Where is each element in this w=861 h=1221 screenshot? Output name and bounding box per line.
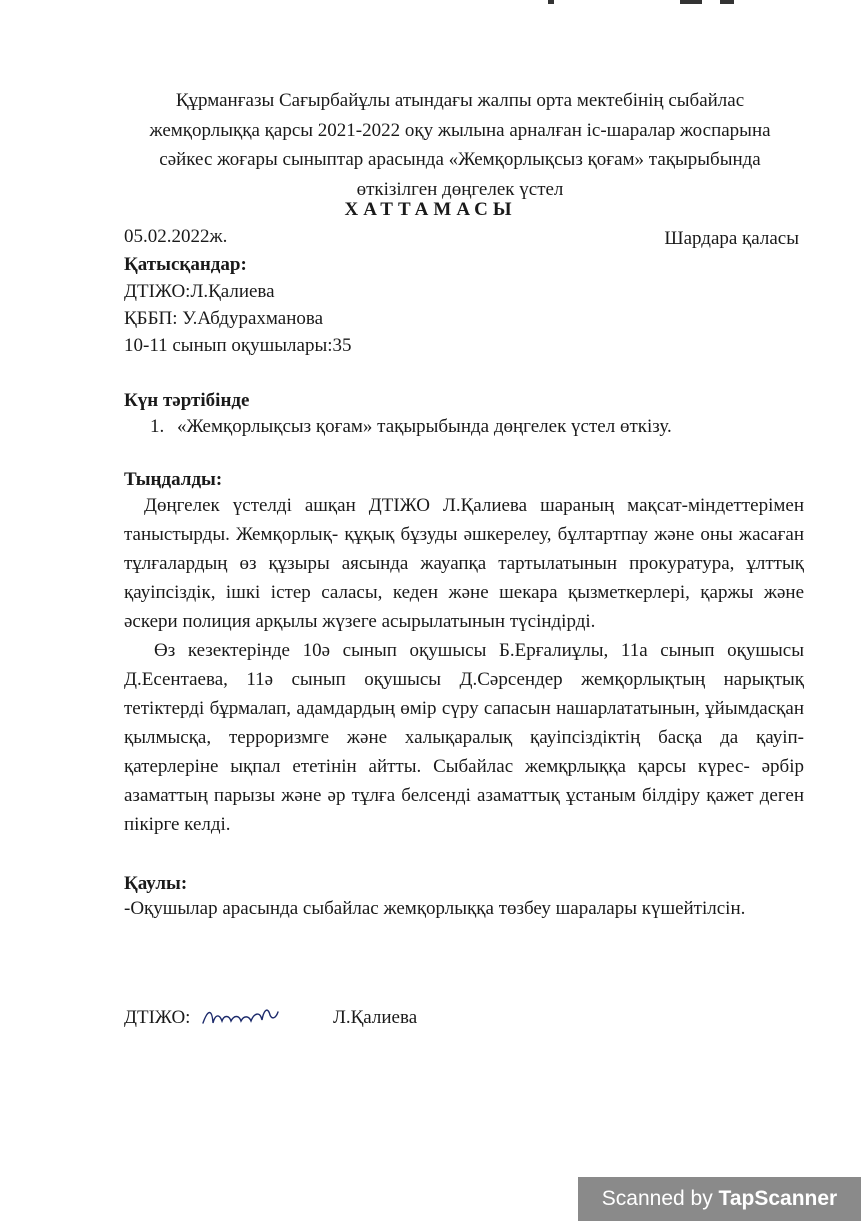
resolution-label: Қаулы: (124, 873, 188, 894)
heard-paragraph: Дөңгелек үстелді ашқан ДТІЖО Л.Қалиева шараның мақсат-міндеттерімен таныстырды. Жемқорлық- құқық бұзуды әшкерелеу, бұлтартпау және оны жасаған тұлғалардың өз құзыры аясында жауапқа тартылатынын прокуратура, ұлттық қауіпсіздік, ішкі істер саласы, кеден және шекара қызметкерлері, қаржы және әскери полиция арқылы жүзеге асырылатынын түсіндірді. (124, 495, 804, 632)
title-line: Құрманғазы Сағырбайұлы атындағы жалпы орта мектебінің сыбайлас (175, 90, 745, 111)
signature-name: Л.Қалиева (333, 1007, 418, 1028)
scanner-watermark (578, 1177, 861, 1221)
participant-item: 10-11 сынып оқушылары:35 (124, 335, 352, 356)
resolution-text: -Оқушылар арасында сыбайлас жемқорлыққа төзбеу шаралары күшейтілсін. (124, 898, 746, 919)
title-line: сәйкес жоғары сыныптар арасында «Жемқорлықсыз қоғам» тақырыбында (159, 149, 761, 170)
participant-item: ДТІЖО:Л.Қалиева (124, 281, 275, 302)
heard-section (124, 491, 804, 839)
signature-role: ДТІЖО: (124, 1007, 191, 1028)
heard-label: Тыңдалды: (124, 469, 223, 490)
watermark-prefix: Scanned by (601, 1187, 713, 1210)
document-place: Шардара қаласы (664, 228, 799, 249)
title-line: жемқорлыққа қарсы 2021-2022 оқу жылына арналған іс-шаралар жоспарына (149, 119, 771, 141)
document-heading: ХАТТАМАСЫ (344, 199, 517, 220)
participants-label: Қатысқандар: (124, 254, 247, 275)
watermark-brand: TapScanner (718, 1187, 838, 1210)
agenda-item-text: «Жемқорлықсыз қоғам» тақырыбында дөңгелек үстел өткізу. (177, 416, 672, 437)
title-line: өткізілген дөңгелек үстел (356, 178, 564, 200)
scan-edge-marks (540, 0, 740, 8)
document-date: 05.02.2022ж. (124, 226, 228, 247)
heard-paragraph: Өз кезектерінде 10ә сынып оқушысы Б.Ерғалиұлы, 11а сынып оқушысы Д.Есентаева, 11ә сынып оқушысы Д.Сәрсендер жемқорлықтың нарықтық тетіктерді бұрмалап, адамдардың өмір сүру сапасын нашарлататынын, ұйымдасқан қылмысқа, терроризмге және халықаралық қауіпсіздіктің басқа да қауіп-қатерлеріне ықпал ететінін айтты. Сыбайлас жемқрлыққа қарсы күрес- әрбір азаматтың парызы және әр тұлға белсенді азаматтық ұстаным білдіру қажет деген пікірге келді. (124, 640, 804, 835)
participant-item: ҚББП: У.Абдурахманова (124, 308, 324, 329)
agenda-item-number: 1. (150, 416, 165, 437)
document-title (110, 86, 810, 204)
agenda-label: Күн тәртібінде (124, 390, 250, 411)
handwritten-signature (200, 1003, 280, 1029)
